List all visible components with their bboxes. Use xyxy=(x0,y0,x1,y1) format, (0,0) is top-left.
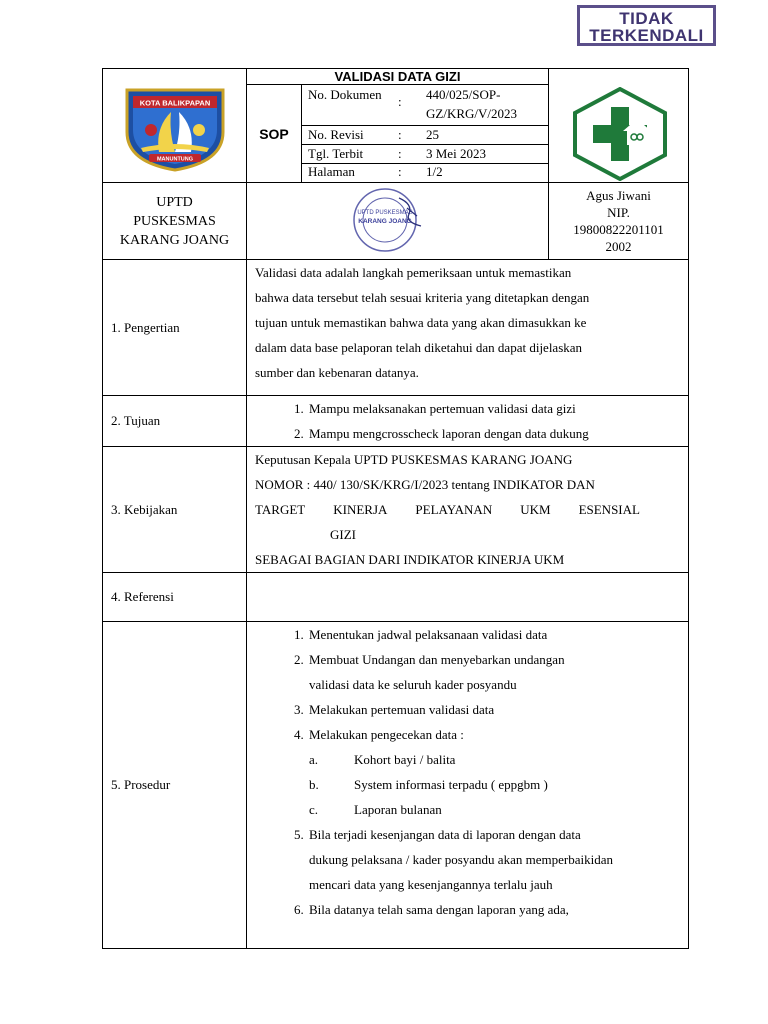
document-title: VALIDASI DATA GIZI xyxy=(247,69,548,85)
data-check-sublist xyxy=(255,747,680,822)
sublist-item xyxy=(255,747,680,772)
sublist-marker: c. xyxy=(309,802,319,817)
section-kebijakan xyxy=(103,447,689,573)
policy-line-justified xyxy=(255,497,680,522)
section-content xyxy=(247,260,689,396)
section-label: 1. Pengertian xyxy=(103,260,247,396)
unit-row xyxy=(103,183,689,260)
policy-line: SEBAGAI BAGIAN DARI INDIKATOR KINERJA UKM xyxy=(255,552,565,567)
section-tujuan xyxy=(103,396,689,447)
step-text: Melakukan pengecekan data : xyxy=(309,727,464,742)
unit-line-3: KARANG JOANG xyxy=(119,232,230,248)
procedure-step xyxy=(307,822,680,897)
meta-key: Halaman xyxy=(308,164,355,179)
city-motto: MANUNTUNG xyxy=(156,156,194,163)
meta-value: 25 xyxy=(426,127,439,142)
policy-line: Keputusan Kepala UPTD PUSKESMAS KARANG JOANG xyxy=(255,452,573,467)
step-text: dukung pelaksana / kader posyandu akan memperbaikidan xyxy=(309,852,613,867)
meta-colon: : xyxy=(398,164,402,179)
meta-row-revision xyxy=(302,125,548,145)
unit-line-2: PUSKESMAS xyxy=(133,213,216,229)
meta-value: 3 Mei 2023 xyxy=(426,146,486,161)
meta-key: Tgl. Terbit xyxy=(308,146,364,161)
step-text: 5. Bila terjadi kesenjangan data di laporan dengan data xyxy=(309,827,581,842)
official-nip-line-1: 19800822201101 xyxy=(573,222,664,237)
objective-list xyxy=(255,396,680,446)
section-content xyxy=(247,447,689,573)
procedure-list xyxy=(255,622,680,747)
unit-line-1: UPTD xyxy=(156,194,193,210)
health-cross-icon xyxy=(571,87,669,181)
policy-line: GIZI xyxy=(330,527,356,542)
meta-key: No. Revisi xyxy=(308,127,364,142)
sop-label: SOP xyxy=(247,85,302,182)
sublist-text: Kohort bayi / balita xyxy=(354,752,456,767)
stamp-line-2: TERKENDALI xyxy=(589,26,704,45)
step-text: 2. Membuat Undangan dan menyebarkan undangan xyxy=(309,652,565,667)
procedure-step xyxy=(307,697,680,722)
meta-row-document-number xyxy=(302,85,548,126)
meta-colon: : xyxy=(398,146,402,161)
definition-line: tujuan untuk memastikan bahwa data yang akan dimasukkan ke xyxy=(255,315,587,330)
section-content-empty xyxy=(247,573,689,622)
puskesmas-logo-cell xyxy=(549,69,689,183)
section-pengertian xyxy=(103,260,689,396)
definition-line: bahwa data tersebut telah sesuai kriteria yang ditetapkan dengan xyxy=(255,290,590,305)
definition-line: Validasi data adalah langkah pemeriksaan untuk memastikan xyxy=(255,265,572,280)
signature-cell xyxy=(247,183,549,260)
policy-word: ESENSIAL xyxy=(578,502,640,517)
step-text: mencari data yang kesenjangannya terlalu jauh xyxy=(309,877,553,892)
policy-word: PELAYANAN xyxy=(415,502,493,517)
meta-row-issue-date xyxy=(302,144,548,164)
procedure-step xyxy=(307,722,680,747)
list-item: 2. Mampu mengcrosscheck laporan dengan data dukung xyxy=(307,421,680,446)
sublist-text: Laporan bulanan xyxy=(354,802,442,817)
sop-table xyxy=(102,68,689,949)
official-cell xyxy=(549,183,689,260)
section-label: 5. Prosedur xyxy=(103,622,247,949)
meta-value: 440/025/SOP-GZ/KRG/V/2023 xyxy=(426,87,517,121)
section-label: 4. Referensi xyxy=(103,573,247,622)
official-name: Agus Jiwani xyxy=(586,188,651,203)
section-prosedur xyxy=(103,622,689,949)
procedure-step xyxy=(307,647,680,697)
policy-line: NOMOR : 440/ 130/SK/KRG/I/2023 tentang INDIKATOR DAN xyxy=(255,477,595,492)
step-text: Menentukan jadwal pelaksanaan validasi data xyxy=(309,627,548,642)
unit-cell xyxy=(103,183,247,260)
procedure-step xyxy=(307,897,680,922)
procedure-step xyxy=(307,622,680,647)
sublist-item xyxy=(255,772,680,797)
sublist-item xyxy=(255,797,680,822)
official-nip-label: NIP. xyxy=(607,205,630,220)
sublist-marker: b. xyxy=(309,777,319,792)
meta-colon: : xyxy=(398,94,402,109)
uncontrolled-stamp xyxy=(577,5,716,46)
sublist-text: System informasi terpadu ( eppgbm ) xyxy=(354,777,548,792)
policy-word: UKM xyxy=(520,502,551,517)
step-text: Bila datanya telah sama dengan laporan yang ada, xyxy=(309,902,569,917)
section-content xyxy=(247,622,689,949)
section-referensi xyxy=(103,573,689,622)
step-text: validasi data ke seluruh kader posyandu xyxy=(309,677,517,692)
city-logo-cell xyxy=(103,69,247,183)
city-logo-text: KOTA BALIKPAPAN xyxy=(139,98,211,108)
document-meta xyxy=(302,85,548,182)
list-item: 1. Mampu melaksanakan pertemuan validasi data gizi xyxy=(307,396,680,421)
official-seal-icon xyxy=(337,188,437,252)
section-content xyxy=(247,396,689,447)
procedure-list-continued xyxy=(255,822,680,922)
step-text: Melakukan pertemuan validasi data xyxy=(309,702,495,717)
definition-line: sumber dan kebenaran datanya. xyxy=(255,365,419,380)
definition-line: dalam data base pelaporan telah diketahui dan dapat dijelaskan xyxy=(255,340,583,355)
sop-code-cell xyxy=(247,69,549,183)
seal-inner-line-2: KARANG JOANG xyxy=(358,218,412,225)
official-nip-line-2: 2002 xyxy=(605,239,632,254)
seal-inner-line-1: UPTD PUSKESMAS xyxy=(357,210,413,216)
sublist-marker: a. xyxy=(309,752,319,767)
section-label: 2. Tujuan xyxy=(103,396,247,447)
section-label: 3. Kebijakan xyxy=(103,447,247,573)
header-row xyxy=(103,69,689,183)
meta-row-page xyxy=(302,163,548,181)
stamp-line-1: TIDAK xyxy=(619,9,674,28)
meta-key: No. Dokumen xyxy=(308,87,382,102)
meta-colon: : xyxy=(398,127,402,142)
policy-word: KINERJA xyxy=(333,502,388,517)
policy-word: TARGET xyxy=(255,502,306,517)
city-emblem-icon xyxy=(119,80,231,172)
meta-value: 1/2 xyxy=(426,164,443,179)
